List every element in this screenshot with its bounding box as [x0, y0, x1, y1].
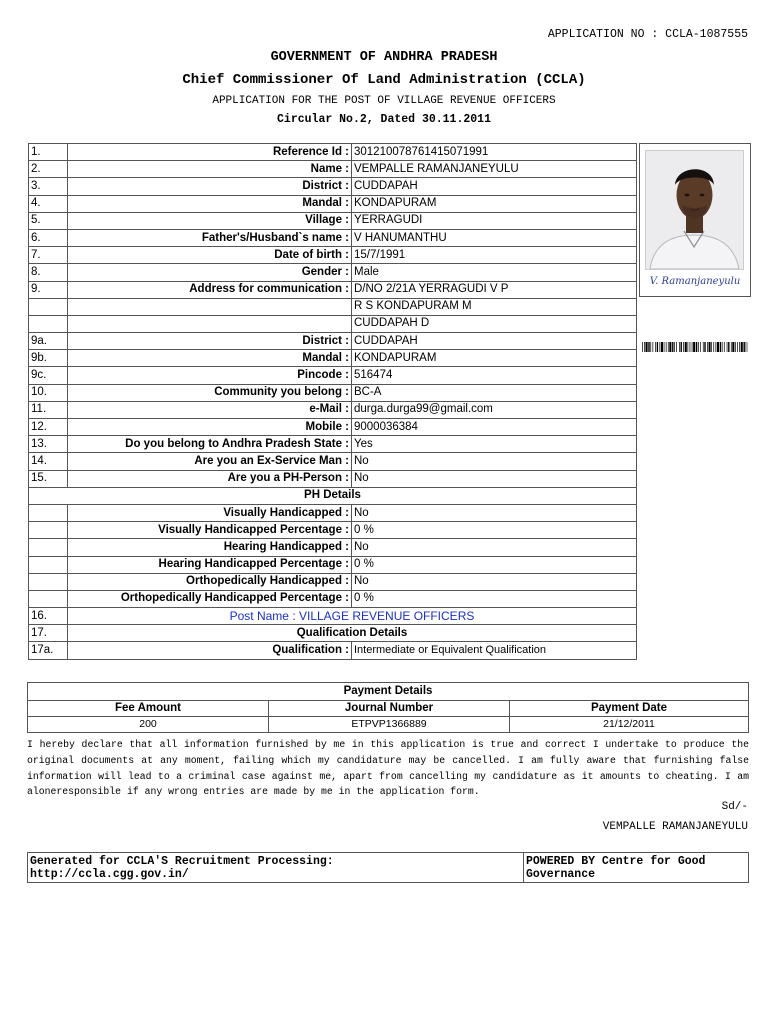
row-number: 16. [29, 608, 68, 625]
row-label: Hearing Handicapped Percentage : [68, 556, 352, 573]
row-number: 9c. [29, 367, 68, 384]
row-value: 0 % [352, 590, 637, 607]
fee-amount-value: 200 [28, 717, 269, 733]
row-label: Mobile : [68, 419, 352, 436]
table-row [29, 315, 637, 332]
payment-date-header: Payment Date [510, 701, 749, 717]
row-number [29, 556, 68, 573]
row-label: Visually Handicapped : [68, 504, 352, 521]
row-number: 10. [29, 384, 68, 401]
government-title: GOVERNMENT OF ANDHRA PRADESH [270, 50, 498, 65]
row-value: 301210078761415071991 [352, 144, 637, 161]
row-number [29, 522, 68, 539]
signature-sd: Sd/- [721, 801, 748, 813]
row-number: 1. [29, 144, 68, 161]
row-number [29, 573, 68, 590]
table-row [29, 161, 637, 178]
row-label [68, 298, 352, 315]
payment-title: Payment Details [28, 683, 749, 701]
row-number: 2. [29, 161, 68, 178]
row-value: CUDDAPAH [352, 178, 637, 195]
footer-generated-text: Generated for CCLA'S Recruitment Processing: [30, 855, 334, 868]
table-row [29, 350, 637, 367]
row-value: VEMPALLE RAMANJANEYULU [352, 161, 637, 178]
row-label: District : [68, 333, 352, 350]
row-label: Father's/Husband`s name : [68, 229, 352, 246]
row-value: KONDAPURAM [352, 350, 637, 367]
application-title: APPLICATION FOR THE POST OF VILLAGE REVENUE OFFICERS [212, 95, 556, 107]
row-label: Visually Handicapped Percentage : [68, 522, 352, 539]
fee-amount-header: Fee Amount [28, 701, 269, 717]
row-number [29, 298, 68, 315]
row-label: Community you belong : [68, 384, 352, 401]
row-value: KONDAPURAM [352, 195, 637, 212]
table-row [29, 144, 637, 161]
applicant-photo-box [639, 143, 751, 297]
table-row [29, 247, 637, 264]
footer-generated-cell [28, 853, 524, 883]
row-label: Orthopedically Handicapped : [68, 573, 352, 590]
row-number: 15. [29, 470, 68, 487]
ph-details-header-row [29, 487, 637, 504]
table-row [29, 556, 637, 573]
row-number: 4. [29, 195, 68, 212]
row-label: District : [68, 178, 352, 195]
row-label: Do you belong to Andhra Pradesh State : [68, 436, 352, 453]
row-value: 516474 [352, 367, 637, 384]
footer-table [27, 852, 749, 883]
person-icon [646, 151, 743, 269]
row-label: Orthopedically Handicapped Percentage : [68, 590, 352, 607]
row-value: durga.durga99@gmail.com [352, 401, 637, 418]
application-number: APPLICATION NO : CCLA-1087555 [547, 28, 748, 41]
table-row [29, 642, 637, 659]
applicant-signature: V. Ramanjaneyulu [649, 276, 741, 287]
row-number: 9b. [29, 350, 68, 367]
department-title: Chief Commissioner Of Land Administration (CCLA) [182, 72, 586, 88]
row-number [29, 315, 68, 332]
row-label: Are you an Ex-Service Man : [68, 453, 352, 470]
row-number: 13. [29, 436, 68, 453]
payment-header-row [28, 701, 749, 717]
table-row [29, 178, 637, 195]
signatory-name: VEMPALLE RAMANJANEYULU [602, 821, 748, 833]
payment-title-row [28, 683, 749, 701]
row-value: No [352, 470, 637, 487]
row-label: Pincode : [68, 367, 352, 384]
row-label: e-Mail : [68, 401, 352, 418]
row-value: Yes [352, 436, 637, 453]
row-value: No [352, 453, 637, 470]
row-value: BC-A [352, 384, 637, 401]
row-number [29, 539, 68, 556]
table-row [29, 384, 637, 401]
row-number: 12. [29, 419, 68, 436]
row-number: 14. [29, 453, 68, 470]
row-value: No [352, 539, 637, 556]
qualification-header-row [29, 625, 637, 642]
footer-url[interactable]: http://ccla.cgg.gov.in/ [30, 868, 189, 881]
table-row [29, 522, 637, 539]
table-row [29, 573, 637, 590]
row-number: 7. [29, 247, 68, 264]
post-name: Post Name : VILLAGE REVENUE OFFICERS [68, 608, 637, 625]
row-label: Village : [68, 212, 352, 229]
barcode-icon [642, 342, 748, 352]
table-row [29, 333, 637, 350]
row-label: Mandal : [68, 350, 352, 367]
row-number [29, 504, 68, 521]
row-number: 9a. [29, 333, 68, 350]
row-number: 6. [29, 229, 68, 246]
payment-details-table [27, 682, 749, 733]
row-value: 15/7/1991 [352, 247, 637, 264]
row-label: Hearing Handicapped : [68, 539, 352, 556]
table-row [29, 229, 637, 246]
table-row [29, 212, 637, 229]
row-number: 17. [29, 625, 68, 642]
table-row [29, 539, 637, 556]
applicant-photo [645, 150, 744, 270]
row-label: Mandal : [68, 195, 352, 212]
payment-value-row [28, 717, 749, 733]
post-name-row [29, 608, 637, 625]
table-row [29, 367, 637, 384]
row-label: Date of birth : [68, 247, 352, 264]
row-label: Address for communication : [68, 281, 352, 298]
table-row [29, 401, 637, 418]
circular-line: Circular No.2, Dated 30.11.2011 [277, 113, 491, 126]
table-row [29, 590, 637, 607]
row-label [68, 315, 352, 332]
row-number: 5. [29, 212, 68, 229]
row-value: YERRAGUDI [352, 212, 637, 229]
table-row [29, 281, 637, 298]
row-value: No [352, 573, 637, 590]
row-label: Qualification : [68, 642, 352, 659]
row-label: Reference Id : [68, 144, 352, 161]
journal-number-value: ETPVP1366889 [269, 717, 510, 733]
row-value: 0 % [352, 522, 637, 539]
table-row [29, 195, 637, 212]
row-value: Male [352, 264, 637, 281]
row-label: Are you a PH-Person : [68, 470, 352, 487]
qualification-title: Qualification Details [68, 625, 637, 642]
row-number: 8. [29, 264, 68, 281]
table-row [29, 504, 637, 521]
table-row [29, 419, 637, 436]
row-number: 9. [29, 281, 68, 298]
application-details-table [28, 143, 637, 660]
payment-date-value: 21/12/2011 [510, 717, 749, 733]
row-value: 0 % [352, 556, 637, 573]
table-row [29, 470, 637, 487]
row-number: 3. [29, 178, 68, 195]
row-number: 17a. [29, 642, 68, 659]
footer-row [28, 853, 749, 883]
footer-powered-by: POWERED BY Centre for Good Governance [524, 853, 749, 883]
row-value: CUDDAPAH [352, 333, 637, 350]
table-row [29, 298, 637, 315]
row-number: 11. [29, 401, 68, 418]
journal-number-header: Journal Number [269, 701, 510, 717]
row-number [29, 590, 68, 607]
row-label: Name : [68, 161, 352, 178]
row-value: Intermediate or Equivalent Qualification [352, 642, 637, 659]
row-value: CUDDAPAH D [352, 315, 637, 332]
declaration-text: I hereby declare that all information furnished by me in this application is true and correct I undertake to produce the original documents at any moment, failing which my candidature may be cancelled. I am fully aware that furnishing false information will lead to a criminal case against me, apart from cancelling my candidature as it amounts to cheating. I am aloneresponsible if any wrong entries are made by me in the application form. [27, 739, 749, 798]
ph-details-title: PH Details [29, 487, 637, 504]
row-value: R S KONDAPURAM M [352, 298, 637, 315]
table-row [29, 436, 637, 453]
row-value: No [352, 504, 637, 521]
row-label: Gender : [68, 264, 352, 281]
row-value: V HANUMANTHU [352, 229, 637, 246]
table-row [29, 264, 637, 281]
row-value: 9000036384 [352, 419, 637, 436]
row-value: D/NO 2/21A YERRAGUDI V P [352, 281, 637, 298]
table-row [29, 453, 637, 470]
